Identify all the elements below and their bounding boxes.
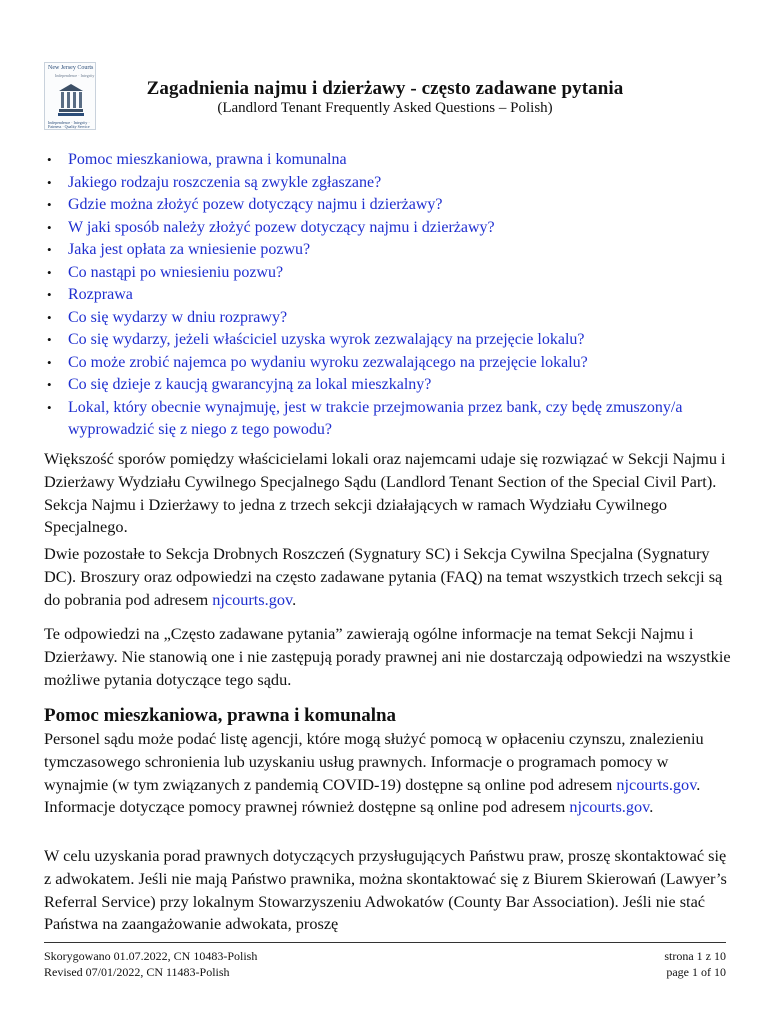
- toc-link-foreclosure[interactable]: Lokal, który obecnie wynajmuję, jest w trakcie przejmowania przez bank, czy będę zmuszony/a wyprowadzić się z niego z tego powodu?: [68, 398, 683, 438]
- toc-link-how-file[interactable]: W jaki sposób należy złożyć pozew dotyczący najmu i dzierżawy?: [68, 218, 495, 236]
- logo-sub-text: Independence · Integrity: [55, 73, 95, 78]
- toc-item: [44, 352, 704, 375]
- bullet-icon: •: [47, 174, 52, 190]
- toc-item: [44, 217, 704, 240]
- toc-item: [44, 172, 704, 195]
- bullet-icon: •: [47, 399, 52, 415]
- bullet-icon: •: [47, 264, 52, 280]
- toc-link-after-filing[interactable]: Co nastąpi po wniesieniu pozwu?: [68, 263, 284, 281]
- paragraph-disclaimer: Te odpowiedzi na „Często zadawane pytania” zawierają ogólne informacje na temat Sekcji Najmu i Dzierżawy. Nie stanowią one i nie zastępują porady prawnej ani nie dostarczają odpowiedzi na wszystkie możliwe pytania dotyczące tego sądu.: [44, 624, 731, 689]
- logo-top-text: New Jersey Courts: [48, 65, 94, 71]
- bullet-icon: •: [47, 152, 52, 167]
- toc-link-tenant-options[interactable]: Co może zrobić najemca po wydaniu wyroku zezwalającego na przejęcie lokalu?: [68, 353, 588, 371]
- bullet-icon: •: [47, 332, 52, 347]
- page-number-polish: strona 1 z 10: [664, 949, 726, 963]
- footer-revision-polish: Skorygowano 01.07.2022, CN 10483-Polish: [44, 949, 258, 963]
- toc-item: [44, 239, 704, 262]
- toc-item: [44, 374, 704, 397]
- toc-link-housing-help[interactable]: Pomoc mieszkaniowa, prawna i komunalna: [68, 151, 347, 168]
- punctuation: .: [292, 589, 297, 609]
- table-of-contents: [44, 149, 704, 442]
- toc-item: [44, 194, 704, 217]
- paragraph-other-sections: [44, 543, 734, 611]
- footer-page-number: [560, 948, 726, 980]
- punctuation: .: [649, 797, 654, 817]
- paragraph-text: Dwie pozostałe to Sekcja Drobnych Roszczeń (Sygnatury SC) i Sekcja Cywilna Specjalna (Sygnatury DC). Broszury oraz odpowiedzi na często zadawane pytania (FAQ) na temat wszystkich trzech sekcji są do pobrania pod adresem: [44, 544, 723, 609]
- paragraph-text: . Informacje dotyczące pomocy prawnej również dostępne są online pod adresem: [44, 774, 701, 817]
- njcourts-link[interactable]: njcourts.gov: [616, 774, 697, 794]
- toc-link-security-deposit[interactable]: Co się dzieje z kaucją gwarancyjną za lokal mieszkalny?: [68, 376, 432, 393]
- toc-link-hearing-day[interactable]: Co się wydarzy w dniu rozprawy?: [68, 308, 288, 326]
- toc-link-claims[interactable]: Jakiego rodzaju roszczenia są zwykle zgłaszane?: [68, 173, 382, 191]
- footer-revision: [44, 948, 257, 980]
- footer-revision-english: Revised 07/01/2022, CN 11483-Polish: [44, 965, 230, 979]
- page-number-english: page 1 of 10: [666, 965, 726, 979]
- toc-item: [44, 149, 704, 172]
- page-title: Zagadnienia najmu i dzierżawy - często zadawane pytania: [146, 78, 624, 99]
- paragraph-assistance: [44, 728, 734, 819]
- toc-item: [44, 329, 704, 352]
- logo-bottom-text: Independence · Integrity · Fairness · Quality Service: [48, 120, 90, 129]
- toc-item: [44, 284, 704, 307]
- toc-link-fee[interactable]: Jaka jest opłata za wniesienie pozwu?: [68, 241, 311, 258]
- paragraph-legal-advice: W celu uzyskania porad prawnych dotyczących przysługujących Państwu praw, proszę skontaktować się z adwokatem. Jeśli nie mają Państwo prawnika, można skontaktować się z Biurem Skierowań (Lawyer’s Referral Service) przy lokalnym Stowarzyszeniu Adwokatów (County Bar Association). Jeśli nie stać Państwa na zaangażowanie adwokata, proszę: [44, 846, 727, 934]
- paragraph-intro: Większość sporów pomiędzy właścicielami lokali oraz najemcami udaje się rozwiązać w Sekcji Najmu i Dzierżawy Wydziału Cywilnego Specjalnego Sądu (Landlord Tenant Section of the Special Civil Part). Sekcja Najmu i Dzierżawy to jedna z trzech sekcji działających w ramach Wydziału Cywilnego Specjalnego.: [44, 449, 726, 537]
- njcourts-link[interactable]: njcourts.gov: [569, 797, 650, 817]
- paragraph-text: Personel sądu może podać listę agencji, które mogą służyć pomocą w opłaceniu czynszu, znalezieniu tymczasowego schronienia lub uzyskaniu usług prawnych. Informacje o programach pomocy w wynajmie (w tym związanych z pandemią COVID-19) dostępne są online pod adresem: [44, 729, 704, 794]
- toc-item: [44, 307, 704, 330]
- bullet-icon: •: [47, 287, 52, 302]
- toc-link-where-file[interactable]: Gdzie można złożyć pozew dotyczący najmu i dzierżawy?: [68, 196, 443, 213]
- bullet-icon: •: [47, 354, 52, 370]
- bullet-icon: •: [47, 219, 52, 235]
- bullet-icon: •: [47, 309, 52, 325]
- toc-link-judgment[interactable]: Co się wydarzy, jeżeli właściciel uzyska wyrok zezwalający na przejęcie lokalu?: [68, 331, 585, 348]
- section-heading: Pomoc mieszkaniowa, prawna i komunalna: [44, 705, 397, 726]
- toc-link-hearing[interactable]: Rozprawa: [68, 286, 133, 303]
- bullet-icon: •: [47, 197, 52, 212]
- toc-item: [44, 262, 704, 285]
- page-subtitle: (Landlord Tenant Frequently Asked Questions – Polish): [217, 100, 553, 116]
- toc-item: [44, 397, 704, 442]
- footer-divider: [44, 942, 726, 943]
- bullet-icon: •: [47, 242, 52, 257]
- bullet-icon: •: [47, 377, 52, 392]
- njcourts-link[interactable]: njcourts.gov: [212, 589, 293, 609]
